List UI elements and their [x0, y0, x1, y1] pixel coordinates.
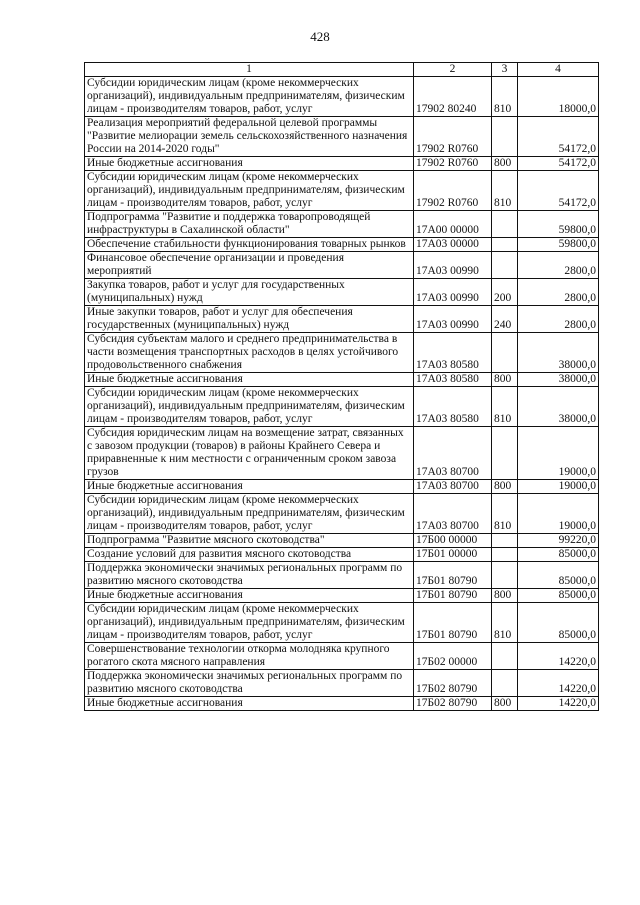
- row-code-cell: 17А03 80700: [414, 494, 492, 534]
- row-amount-cell: 38000,0: [518, 373, 599, 387]
- row-amount-cell: 59800,0: [518, 211, 599, 238]
- row-amount-cell: 14220,0: [518, 643, 599, 670]
- table-row: [85, 211, 599, 238]
- row-type-cell: [492, 670, 518, 697]
- table-row: [85, 252, 599, 279]
- row-amount-cell: 2800,0: [518, 306, 599, 333]
- row-type-cell: 800: [492, 157, 518, 171]
- row-code-cell: 17Б02 80790: [414, 670, 492, 697]
- row-amount-cell: 85000,0: [518, 589, 599, 603]
- row-name-cell: Обеспечение стабильности функционирования товарных рынков: [85, 238, 414, 252]
- row-amount-cell: 99220,0: [518, 534, 599, 548]
- table-row: [85, 562, 599, 589]
- row-name-cell: Субсидии юридическим лицам (кроме некоммерческих организаций), индивидуальным предпринимателям, физическим лицам - производителям товаров, работ, услуг: [85, 77, 414, 117]
- row-type-cell: 800: [492, 697, 518, 711]
- row-name-cell: Субсидии юридическим лицам (кроме некоммерческих организаций), индивидуальным предпринимателям, физическим лицам - производителям товаров, работ, услуг: [85, 171, 414, 211]
- row-name-cell: Поддержка экономически значимых региональных программ по развитию мясного скотоводства: [85, 562, 414, 589]
- row-type-cell: 810: [492, 171, 518, 211]
- row-code-cell: 17А03 00000: [414, 238, 492, 252]
- row-type-cell: 800: [492, 480, 518, 494]
- row-amount-cell: 85000,0: [518, 562, 599, 589]
- row-type-cell: 800: [492, 589, 518, 603]
- row-type-cell: [492, 534, 518, 548]
- row-code-cell: 17А03 00990: [414, 252, 492, 279]
- row-name-cell: Иные закупки товаров, работ и услуг для обеспечения государственных (муниципальных) нужд: [85, 306, 414, 333]
- row-name-cell: Финансовое обеспечение организации и проведения мероприятий: [85, 252, 414, 279]
- row-amount-cell: 85000,0: [518, 548, 599, 562]
- row-code-cell: 17902 R0760: [414, 117, 492, 157]
- table-row: [85, 697, 599, 711]
- row-code-cell: 17Б02 80790: [414, 697, 492, 711]
- table-row: [85, 117, 599, 157]
- header-col-2: 2: [414, 63, 492, 77]
- row-code-cell: 17Б02 00000: [414, 643, 492, 670]
- table-row: [85, 157, 599, 171]
- row-name-cell: Субсидии юридическим лицам (кроме некоммерческих организаций), индивидуальным предпринимателям, физическим лицам - производителям товаров, работ, услуг: [85, 494, 414, 534]
- row-type-cell: [492, 211, 518, 238]
- row-code-cell: 17А03 80580: [414, 333, 492, 373]
- table-body: [85, 77, 599, 711]
- row-amount-cell: 38000,0: [518, 387, 599, 427]
- row-code-cell: 17А03 80580: [414, 387, 492, 427]
- row-name-cell: Закупка товаров, работ и услуг для государственных (муниципальных) нужд: [85, 279, 414, 306]
- row-amount-cell: 85000,0: [518, 603, 599, 643]
- budget-table: [84, 62, 599, 711]
- row-name-cell: Иные бюджетные ассигнования: [85, 589, 414, 603]
- row-amount-cell: 2800,0: [518, 279, 599, 306]
- row-type-cell: [492, 548, 518, 562]
- row-amount-cell: 54172,0: [518, 157, 599, 171]
- row-code-cell: 17Б01 80790: [414, 589, 492, 603]
- row-amount-cell: 14220,0: [518, 697, 599, 711]
- row-name-cell: Иные бюджетные ассигнования: [85, 373, 414, 387]
- table-row: [85, 589, 599, 603]
- table-row: [85, 670, 599, 697]
- header-col-3: 3: [492, 63, 518, 77]
- row-amount-cell: 59800,0: [518, 238, 599, 252]
- row-amount-cell: 38000,0: [518, 333, 599, 373]
- row-code-cell: 17Б01 00000: [414, 548, 492, 562]
- header-col-1: 1: [85, 63, 414, 77]
- row-name-cell: Создание условий для развития мясного скотоводства: [85, 548, 414, 562]
- row-type-cell: 810: [492, 77, 518, 117]
- table-row: [85, 171, 599, 211]
- row-amount-cell: 19000,0: [518, 480, 599, 494]
- row-code-cell: 17902 R0760: [414, 157, 492, 171]
- row-name-cell: Подпрограмма "Развитие мясного скотоводства": [85, 534, 414, 548]
- table-row: [85, 534, 599, 548]
- table-row: [85, 548, 599, 562]
- row-code-cell: 17А03 80700: [414, 480, 492, 494]
- row-type-cell: [492, 117, 518, 157]
- table-row: [85, 643, 599, 670]
- row-name-cell: Реализация мероприятий федеральной целевой программы "Развитие мелиорации земель сельскохозяйственного назначения России на 2014-2020 годы": [85, 117, 414, 157]
- table-row: [85, 279, 599, 306]
- row-code-cell: 17А03 80580: [414, 373, 492, 387]
- row-type-cell: 810: [492, 603, 518, 643]
- table-row: [85, 77, 599, 117]
- row-code-cell: 17А03 80700: [414, 427, 492, 480]
- row-name-cell: Субсидия субъектам малого и среднего предпринимательства в части возмещения транспортных расходов в целях устойчивого продовольственного снабжения: [85, 333, 414, 373]
- row-code-cell: 17А03 00990: [414, 279, 492, 306]
- row-code-cell: 17902 R0760: [414, 171, 492, 211]
- row-code-cell: 17А03 00990: [414, 306, 492, 333]
- table-row: [85, 603, 599, 643]
- page-number: 428: [310, 29, 330, 44]
- row-name-cell: Субсидия юридическим лицам на возмещение затрат, связанных с завозом продукции (товаров) в районы Крайнего Севера и приравненные к ним местности с ограниченным сроком завоза грузов: [85, 427, 414, 480]
- table-row: [85, 238, 599, 252]
- row-amount-cell: 19000,0: [518, 494, 599, 534]
- row-type-cell: 240: [492, 306, 518, 333]
- row-amount-cell: 54172,0: [518, 171, 599, 211]
- row-type-cell: [492, 427, 518, 480]
- row-type-cell: [492, 643, 518, 670]
- row-type-cell: 810: [492, 387, 518, 427]
- row-name-cell: Иные бюджетные ассигнования: [85, 480, 414, 494]
- row-type-cell: [492, 238, 518, 252]
- row-code-cell: 17А00 00000: [414, 211, 492, 238]
- row-amount-cell: 2800,0: [518, 252, 599, 279]
- row-name-cell: Подпрограмма "Развитие и поддержка товаропроводящей инфраструктуры в Сахалинской области": [85, 211, 414, 238]
- row-code-cell: 17902 80240: [414, 77, 492, 117]
- header-col-4: 4: [518, 63, 599, 77]
- row-code-cell: 17Б01 80790: [414, 562, 492, 589]
- row-name-cell: Субсидии юридическим лицам (кроме некоммерческих организаций), индивидуальным предпринимателям, физическим лицам - производителям товаров, работ, услуг: [85, 603, 414, 643]
- header-row: [85, 63, 599, 77]
- table-row: [85, 494, 599, 534]
- table-row: [85, 306, 599, 333]
- row-code-cell: 17Б00 00000: [414, 534, 492, 548]
- row-type-cell: [492, 562, 518, 589]
- row-type-cell: 800: [492, 373, 518, 387]
- table-row: [85, 480, 599, 494]
- row-code-cell: 17Б01 80790: [414, 603, 492, 643]
- row-amount-cell: 14220,0: [518, 670, 599, 697]
- row-amount-cell: 19000,0: [518, 427, 599, 480]
- row-type-cell: 810: [492, 494, 518, 534]
- row-name-cell: Поддержка экономически значимых региональных программ по развитию мясного скотоводства: [85, 670, 414, 697]
- table-row: [85, 333, 599, 373]
- table-row: [85, 373, 599, 387]
- row-amount-cell: 54172,0: [518, 117, 599, 157]
- table-row: [85, 387, 599, 427]
- row-type-cell: [492, 252, 518, 279]
- row-type-cell: [492, 333, 518, 373]
- row-amount-cell: 18000,0: [518, 77, 599, 117]
- row-name-cell: Иные бюджетные ассигнования: [85, 697, 414, 711]
- row-name-cell: Субсидии юридическим лицам (кроме некоммерческих организаций), индивидуальным предпринимателям, физическим лицам - производителям товаров, работ, услуг: [85, 387, 414, 427]
- table-row: [85, 427, 599, 480]
- row-name-cell: Иные бюджетные ассигнования: [85, 157, 414, 171]
- row-type-cell: 200: [492, 279, 518, 306]
- row-name-cell: Совершенствование технологии откорма молодняка крупного рогатого скота мясного направления: [85, 643, 414, 670]
